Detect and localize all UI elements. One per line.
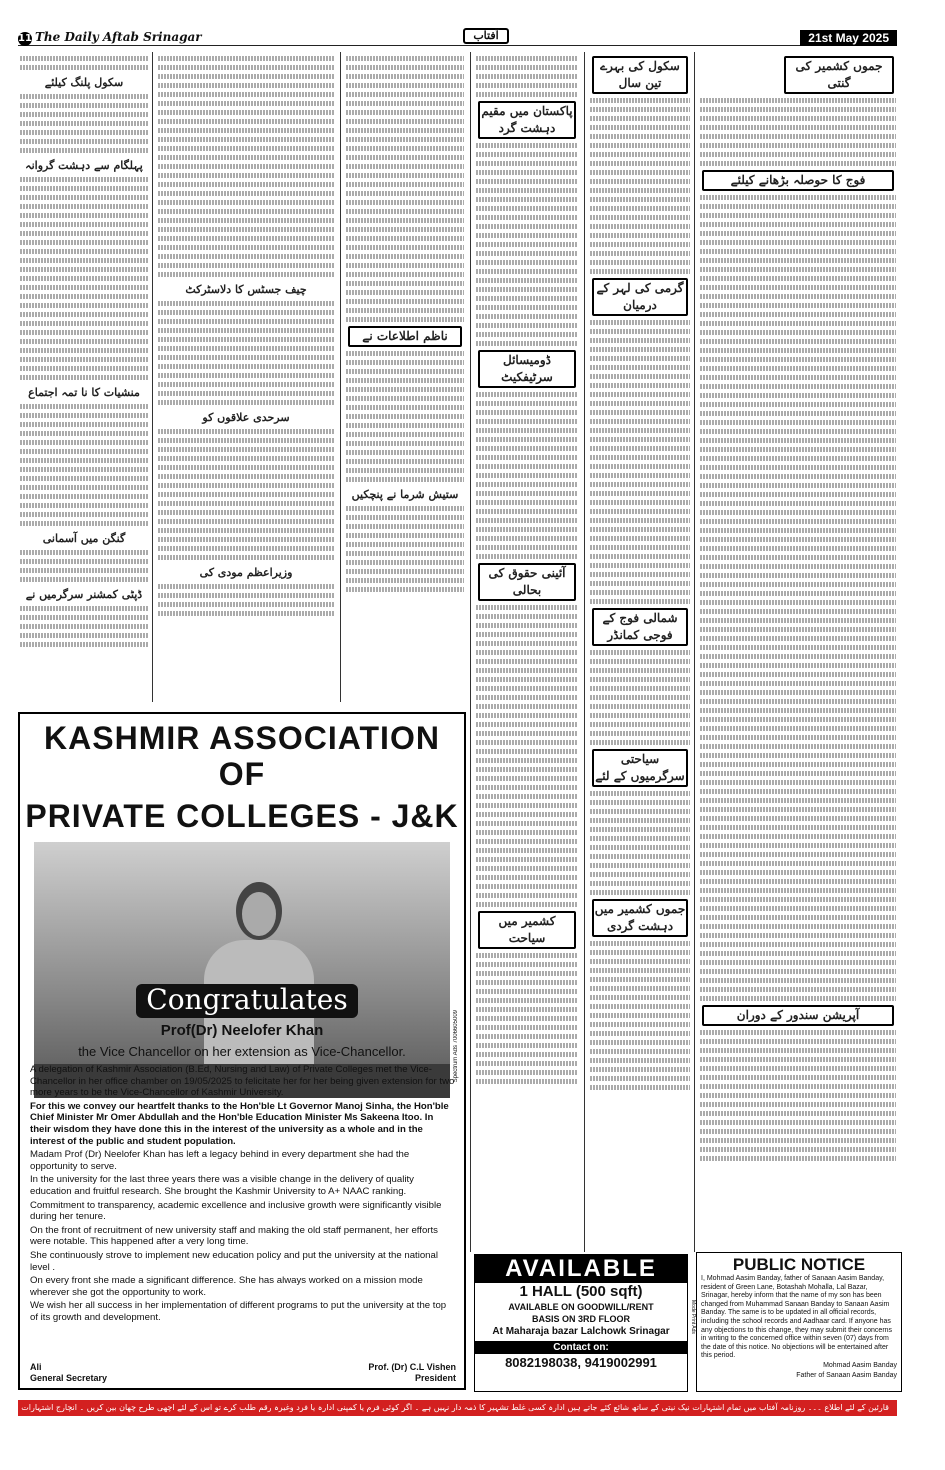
headline-box: جموں کشمیر کی گنتی	[784, 56, 894, 94]
signatory-title: General Secretary	[30, 1373, 108, 1383]
advert-paragraph: In the university for the last three years there was a visible change in the delivery of quality education and fruitful research. She brought the Kashmir University to A+ NAAC ranking.	[30, 1174, 414, 1197]
headline-box: فوج کا حوصلہ بڑھانے کیلئے	[702, 170, 894, 191]
headline: پہلگام سے دہشت گروانہ	[25, 159, 143, 172]
headline-box: سیاحتی سرگرمیوں کے لئے	[592, 749, 688, 787]
notice-body: I, Mohmad Aasim Banday, father of Sanaan Aasim Banday, resident of Green Lane, Botashah Mohalla, Lal Bazar, Srinagar, hereby inform that the name of my son has been changed from Muhammad Sanaan Banday to Sanaan Aasim Banday. The same is to be updated in all official records, including the school records and Aadhaar card. If anyone has any objections to this change, they may submit their concerns in writing to the concerned office within seven (07) days from the date of this notice. No objections will be entertained after this period.	[701, 1275, 893, 1360]
paper-name: The Daily Aftab Srinagar	[35, 30, 202, 44]
public-notice	[696, 1252, 902, 1392]
headline: ڈپٹی کمشنر سرگرمیں نے	[25, 588, 143, 601]
notice-title: PUBLIC NOTICE	[732, 1255, 866, 1274]
headline-box: ناظم اطلاعات نے	[348, 326, 462, 347]
column-6	[698, 52, 898, 1248]
advert-paragraph: She continuously strove to implement new education policy and put the university at the national level .	[30, 1249, 438, 1273]
headline-box: آئینی حقوق کی بحالی	[478, 563, 576, 601]
column-1	[18, 52, 150, 702]
available-line2: BASIS ON 3RD FLOOR	[531, 1314, 630, 1324]
headline-box: شمالی فوج کے فوجی کمانڈر	[592, 608, 688, 646]
headline-box: کشمیر میں سیاحت	[478, 911, 576, 949]
advert-paragraph: On every front she made a significant difference. She has always worked on a mission mode wherever she got the opportunity to work.	[30, 1275, 423, 1298]
headline-box: گرمی کی لہر کے درمیان	[592, 278, 688, 316]
honoree-subtitle: the Vice Chancellor on her extension as Vice-Chancellor.	[78, 1044, 406, 1059]
notice-sign-name: Mohmad Aasim Banday	[823, 1361, 897, 1369]
masthead-logo: آفتاب	[463, 28, 509, 44]
page-number: 11	[18, 33, 32, 44]
column-4	[474, 52, 580, 1248]
notice-sign-relation: Father of Sanaan Aasim Banday	[796, 1371, 897, 1379]
column-3	[344, 52, 466, 702]
available-location: At Maharaja bazar Lalchowk Srinagar	[492, 1326, 670, 1337]
congratulates-banner: Congratulates	[136, 984, 358, 1018]
available-title: AVAILABLE	[475, 1255, 687, 1283]
advert-title-line1: KASHMIR ASSOCIATION OF	[44, 720, 440, 792]
advert-title-line2: PRIVATE COLLEGES - J&K	[25, 798, 459, 834]
ad-agency-code: Spectrum Ads 7006605009	[453, 1010, 459, 1083]
advert-body	[30, 1064, 456, 1325]
column-2	[156, 52, 336, 702]
page-header	[18, 30, 897, 46]
available-hall-advert	[474, 1254, 688, 1392]
honoree-name: Prof(Dr) Neelofer Khan	[160, 1022, 324, 1039]
headline-box: پاکستان میں مقیم دہشت گرد	[478, 101, 576, 139]
advert-paragraph: Madam Prof (Dr) Neelofer Khan has left a legacy behind in every department she had the opportunity to serve.	[30, 1149, 410, 1172]
signatory-name: Prof. (Dr) C.L Vishen	[368, 1362, 456, 1372]
contact-label: Contact on:	[475, 1341, 687, 1354]
advert-paragraph: On the front of recruitment of new university staff and making the old staff permanent, her efforts were notable. This happened after a very long time.	[30, 1224, 438, 1248]
media-code: Mode Print Ads	[690, 1300, 696, 1334]
headline: سرحدی علاقوں کو	[202, 411, 290, 424]
advert-paragraph: Commitment to transparency, academic excellence and inclusive growth were significantly visible during her tenure.	[30, 1199, 442, 1223]
footer-disclaimer: قارئین کے لئے اطلاع ۔۔۔ روزنامہ آفتاب میں تمام اشتہارات نیک نیتی کے ساتھ شائع کئے جاتے ہیں ادارہ کسی غلط تشہیر کا ذمہ دار نہیں ہے ۔ اگر کوئی فرم یا کمپنی ادارہ یا فرد وغیرہ رقم طلب کرے تو اس کے لئے اچھی طرح چھان بین کریں ۔ انچارج اشتہارات	[18, 1400, 897, 1416]
advert-paragraph: A delegation of Kashmir Association (B.Ed, Nursing and Law) of Private Colleges met the Vice- Chancellor in her office chamber on 19/05/2025 to felicitate her for her being given extension for two more years to be the Vice-Chancellor of Kashmir University.	[30, 1064, 455, 1099]
column-5	[588, 52, 692, 1248]
headline-box: ڈومیسائل سرٹیفکیٹ	[478, 350, 576, 388]
signature-right	[350, 1362, 456, 1384]
headline: ستیش شرما نے پنچکیں	[351, 488, 459, 501]
signatory-name: Ali	[30, 1362, 42, 1372]
page-number-badge	[18, 30, 202, 46]
available-line1: AVAILABLE ON GOODWILL/RENT	[508, 1302, 654, 1312]
headline: سکول پلنگ کیلئے	[44, 76, 124, 89]
advert-paragraph: We wish her all success in her implementation of different programs to put the university at the top of its growth and development.	[30, 1300, 447, 1323]
headline: وزیراعظم مودی کی	[199, 566, 293, 579]
headline-box: سکول کی بہرے تین سال	[592, 56, 688, 94]
advert-paragraph: For this we convey our heartfelt thanks to the Hon'ble Lt Governor Manoj Sinha, the Hon'ble Chief Minister Mr Omer Abdullah and the Hon'ble Education Minister Ms Sakeena Itoo. In their wisdom they have done this in the interest of the university as a whole and in the interest of the public and student population.	[30, 1100, 449, 1147]
headline: گنگن میں آسمانی	[42, 532, 126, 545]
signature-left	[30, 1362, 107, 1384]
available-size: 1 HALL (500 sqft)	[519, 1283, 643, 1300]
issue-date: 21st May 2025	[800, 30, 897, 46]
headline-box: آپریشن سندور کے دوران	[702, 1005, 894, 1026]
headline: چیف جسٹس کا دلاسٹرکٹ	[185, 283, 307, 296]
headline-box: جموں کشمیر میں دہشت گردی	[592, 899, 688, 937]
headline: منشیات کا نا تمہ اجتماع	[28, 386, 140, 399]
contact-phones: 8082198038, 9419002991	[505, 1355, 657, 1370]
signatory-title: President	[414, 1373, 456, 1383]
